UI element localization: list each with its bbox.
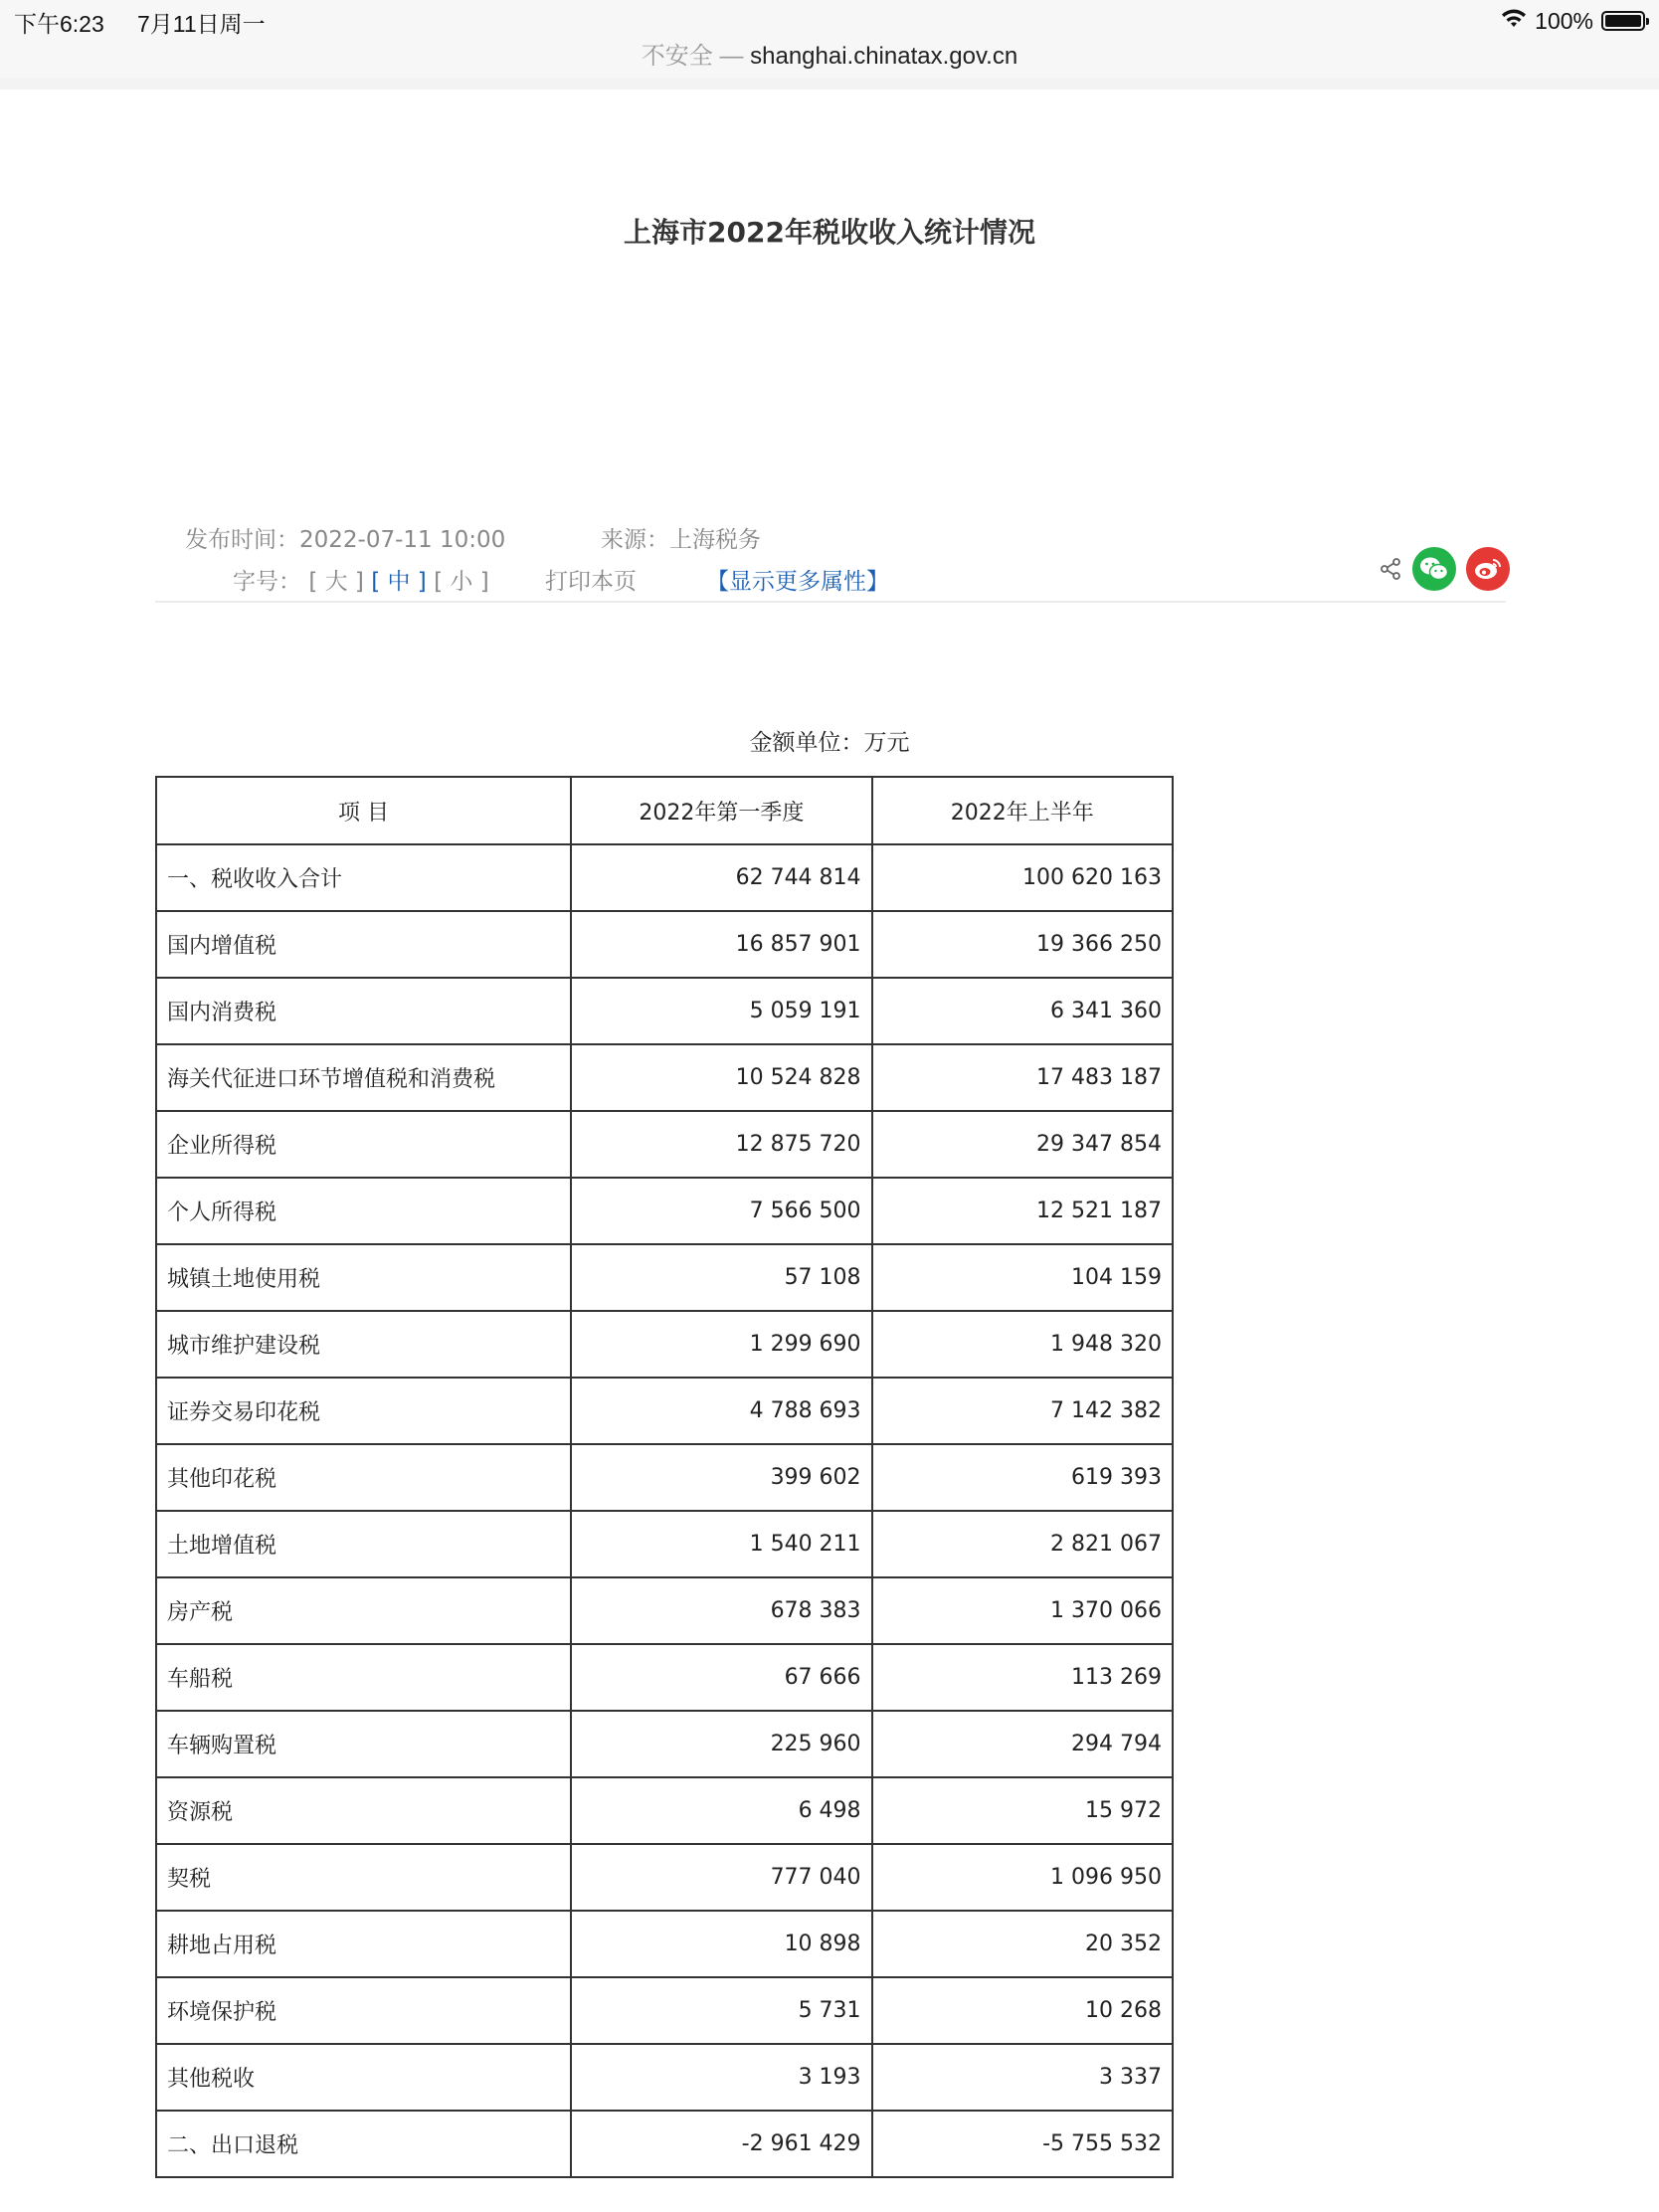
row-item-label: 契税 xyxy=(156,1844,571,1911)
row-h1-value: 619 393 xyxy=(872,1444,1173,1511)
table-row xyxy=(156,1844,1173,1911)
row-item-label: 其他税收 xyxy=(156,2044,571,2111)
battery-percent: 100% xyxy=(1535,7,1593,34)
row-q1-value: 10 898 xyxy=(571,1911,871,1977)
share-icon[interactable] xyxy=(1379,557,1402,581)
row-item-label: 车辆购置税 xyxy=(156,1711,571,1777)
row-h1-value: 10 268 xyxy=(872,1977,1173,2044)
row-q1-value: 5 731 xyxy=(571,1977,871,2044)
table-row xyxy=(156,1911,1173,1977)
table-header-row xyxy=(156,777,1173,844)
row-item-label: 车船税 xyxy=(156,1644,571,1711)
battery-level xyxy=(1605,15,1641,27)
row-item-label: 环境保护税 xyxy=(156,1977,571,2044)
row-item-label: 其他印花税 xyxy=(156,1444,571,1511)
table-body xyxy=(156,844,1173,2177)
row-q1-value: 225 960 xyxy=(571,1711,871,1777)
row-h1-value: -5 755 532 xyxy=(872,2111,1173,2177)
row-q1-value: 7 566 500 xyxy=(571,1178,871,1244)
row-q1-value: 5 059 191 xyxy=(571,978,871,1044)
row-item-label: 海关代征进口环节增值税和消费税 xyxy=(156,1044,571,1111)
wifi-icon xyxy=(1501,8,1527,35)
show-more-attributes-link[interactable]: 【显示更多属性】 xyxy=(706,569,889,595)
print-page-link[interactable]: 打印本页 xyxy=(545,569,637,595)
row-item-label: 证券交易印花税 xyxy=(156,1378,571,1444)
table-row xyxy=(156,1044,1173,1111)
row-h1-value: 1 096 950 xyxy=(872,1844,1173,1911)
header-item: 项 目 xyxy=(156,777,571,844)
article-source: 来源：上海税务 xyxy=(601,527,761,553)
font-size-large[interactable]: [ 大 ] xyxy=(308,569,364,595)
status-date: 7月11日周一 xyxy=(137,11,266,37)
toolbar-shadow xyxy=(0,78,1659,90)
row-h1-value: 6 341 360 xyxy=(872,978,1173,1044)
row-h1-value: 12 521 187 xyxy=(872,1178,1173,1244)
row-item-label: 房产税 xyxy=(156,1577,571,1644)
table-row xyxy=(156,1444,1173,1511)
wechat-icon[interactable] xyxy=(1412,547,1456,591)
row-item-label: 资源税 xyxy=(156,1777,571,1844)
row-h1-value: 1 948 320 xyxy=(872,1311,1173,1378)
header-h1: 2022年上半年 xyxy=(872,777,1173,844)
url-bar[interactable] xyxy=(0,36,1659,71)
row-h1-value: 15 972 xyxy=(872,1777,1173,1844)
font-size-medium[interactable]: [ 中 ] xyxy=(371,569,427,595)
row-h1-value: 294 794 xyxy=(872,1711,1173,1777)
row-item-label: 个人所得税 xyxy=(156,1178,571,1244)
battery-icon xyxy=(1601,11,1645,31)
row-q1-value: 678 383 xyxy=(571,1577,871,1644)
row-h1-value: 19 366 250 xyxy=(872,911,1173,978)
row-item-label: 一、税收收入合计 xyxy=(156,844,571,911)
share-bar xyxy=(1379,547,1510,591)
table-row xyxy=(156,1644,1173,1711)
weibo-icon[interactable] xyxy=(1466,547,1510,591)
table-row xyxy=(156,1311,1173,1378)
row-h1-value: 20 352 xyxy=(872,1911,1173,1977)
font-size-label: 字号： xyxy=(233,569,301,595)
row-q1-value: 3 193 xyxy=(571,2044,871,2111)
row-q1-value: 1 540 211 xyxy=(571,1511,871,1577)
status-time: 下午6:23 xyxy=(14,11,104,37)
row-h1-value: 104 159 xyxy=(872,1244,1173,1311)
row-h1-value: 17 483 187 xyxy=(872,1044,1173,1111)
article-meta xyxy=(185,521,761,554)
amount-unit-label: 金额单位：万元 xyxy=(749,730,910,756)
row-q1-value: 1 299 690 xyxy=(571,1311,871,1378)
row-h1-value: 1 370 066 xyxy=(872,1577,1173,1644)
article-tools xyxy=(233,563,889,596)
row-h1-value: 7 142 382 xyxy=(872,1378,1173,1444)
row-q1-value: -2 961 429 xyxy=(571,2111,871,2177)
table-row xyxy=(156,911,1173,978)
tax-revenue-table xyxy=(155,776,1174,2178)
row-q1-value: 6 498 xyxy=(571,1777,871,1844)
row-q1-value: 67 666 xyxy=(571,1644,871,1711)
row-item-label: 二、出口退税 xyxy=(156,2111,571,2177)
row-q1-value: 10 524 828 xyxy=(571,1044,871,1111)
table-row xyxy=(156,1244,1173,1311)
table-row xyxy=(156,1777,1173,1844)
header-q1: 2022年第一季度 xyxy=(571,777,871,844)
meta-divider xyxy=(155,601,1506,603)
row-item-label: 城市维护建设税 xyxy=(156,1311,571,1378)
table-row xyxy=(156,1977,1173,2044)
row-q1-value: 16 857 901 xyxy=(571,911,871,978)
row-q1-value: 777 040 xyxy=(571,1844,871,1911)
row-item-label: 城镇土地使用税 xyxy=(156,1244,571,1311)
publish-time: 发布时间：2022-07-11 10:00 xyxy=(185,527,506,553)
table-row xyxy=(156,1378,1173,1444)
table-row xyxy=(156,2111,1173,2177)
row-item-label: 企业所得税 xyxy=(156,1111,571,1178)
row-h1-value: 2 821 067 xyxy=(872,1511,1173,1577)
browser-top-bar xyxy=(0,0,1659,89)
row-h1-value: 113 269 xyxy=(872,1644,1173,1711)
row-q1-value: 12 875 720 xyxy=(571,1111,871,1178)
url-text: shanghai.chinatax.gov.cn xyxy=(750,43,1018,70)
row-item-label: 耕地占用税 xyxy=(156,1911,571,1977)
table-row xyxy=(156,1111,1173,1178)
row-q1-value: 62 744 814 xyxy=(571,844,871,911)
row-item-label: 国内增值税 xyxy=(156,911,571,978)
row-item-label: 国内消费税 xyxy=(156,978,571,1044)
table-row xyxy=(156,1511,1173,1577)
table-row xyxy=(156,1711,1173,1777)
row-q1-value: 4 788 693 xyxy=(571,1378,871,1444)
table-row xyxy=(156,2044,1173,2111)
row-h1-value: 29 347 854 xyxy=(872,1111,1173,1178)
row-h1-value: 3 337 xyxy=(872,2044,1173,2111)
row-q1-value: 57 108 xyxy=(571,1244,871,1311)
status-right xyxy=(1501,6,1645,36)
table-row xyxy=(156,978,1173,1044)
row-q1-value: 399 602 xyxy=(571,1444,871,1511)
table-row xyxy=(156,1577,1173,1644)
table-row xyxy=(156,844,1173,911)
row-item-label: 土地增值税 xyxy=(156,1511,571,1577)
row-h1-value: 100 620 163 xyxy=(872,844,1173,911)
font-size-small[interactable]: [ 小 ] xyxy=(434,569,489,595)
page-title: 上海市2022年税收收入统计情况 xyxy=(624,216,1035,249)
insecure-label: 不安全 — xyxy=(641,43,744,70)
table-row xyxy=(156,1178,1173,1244)
